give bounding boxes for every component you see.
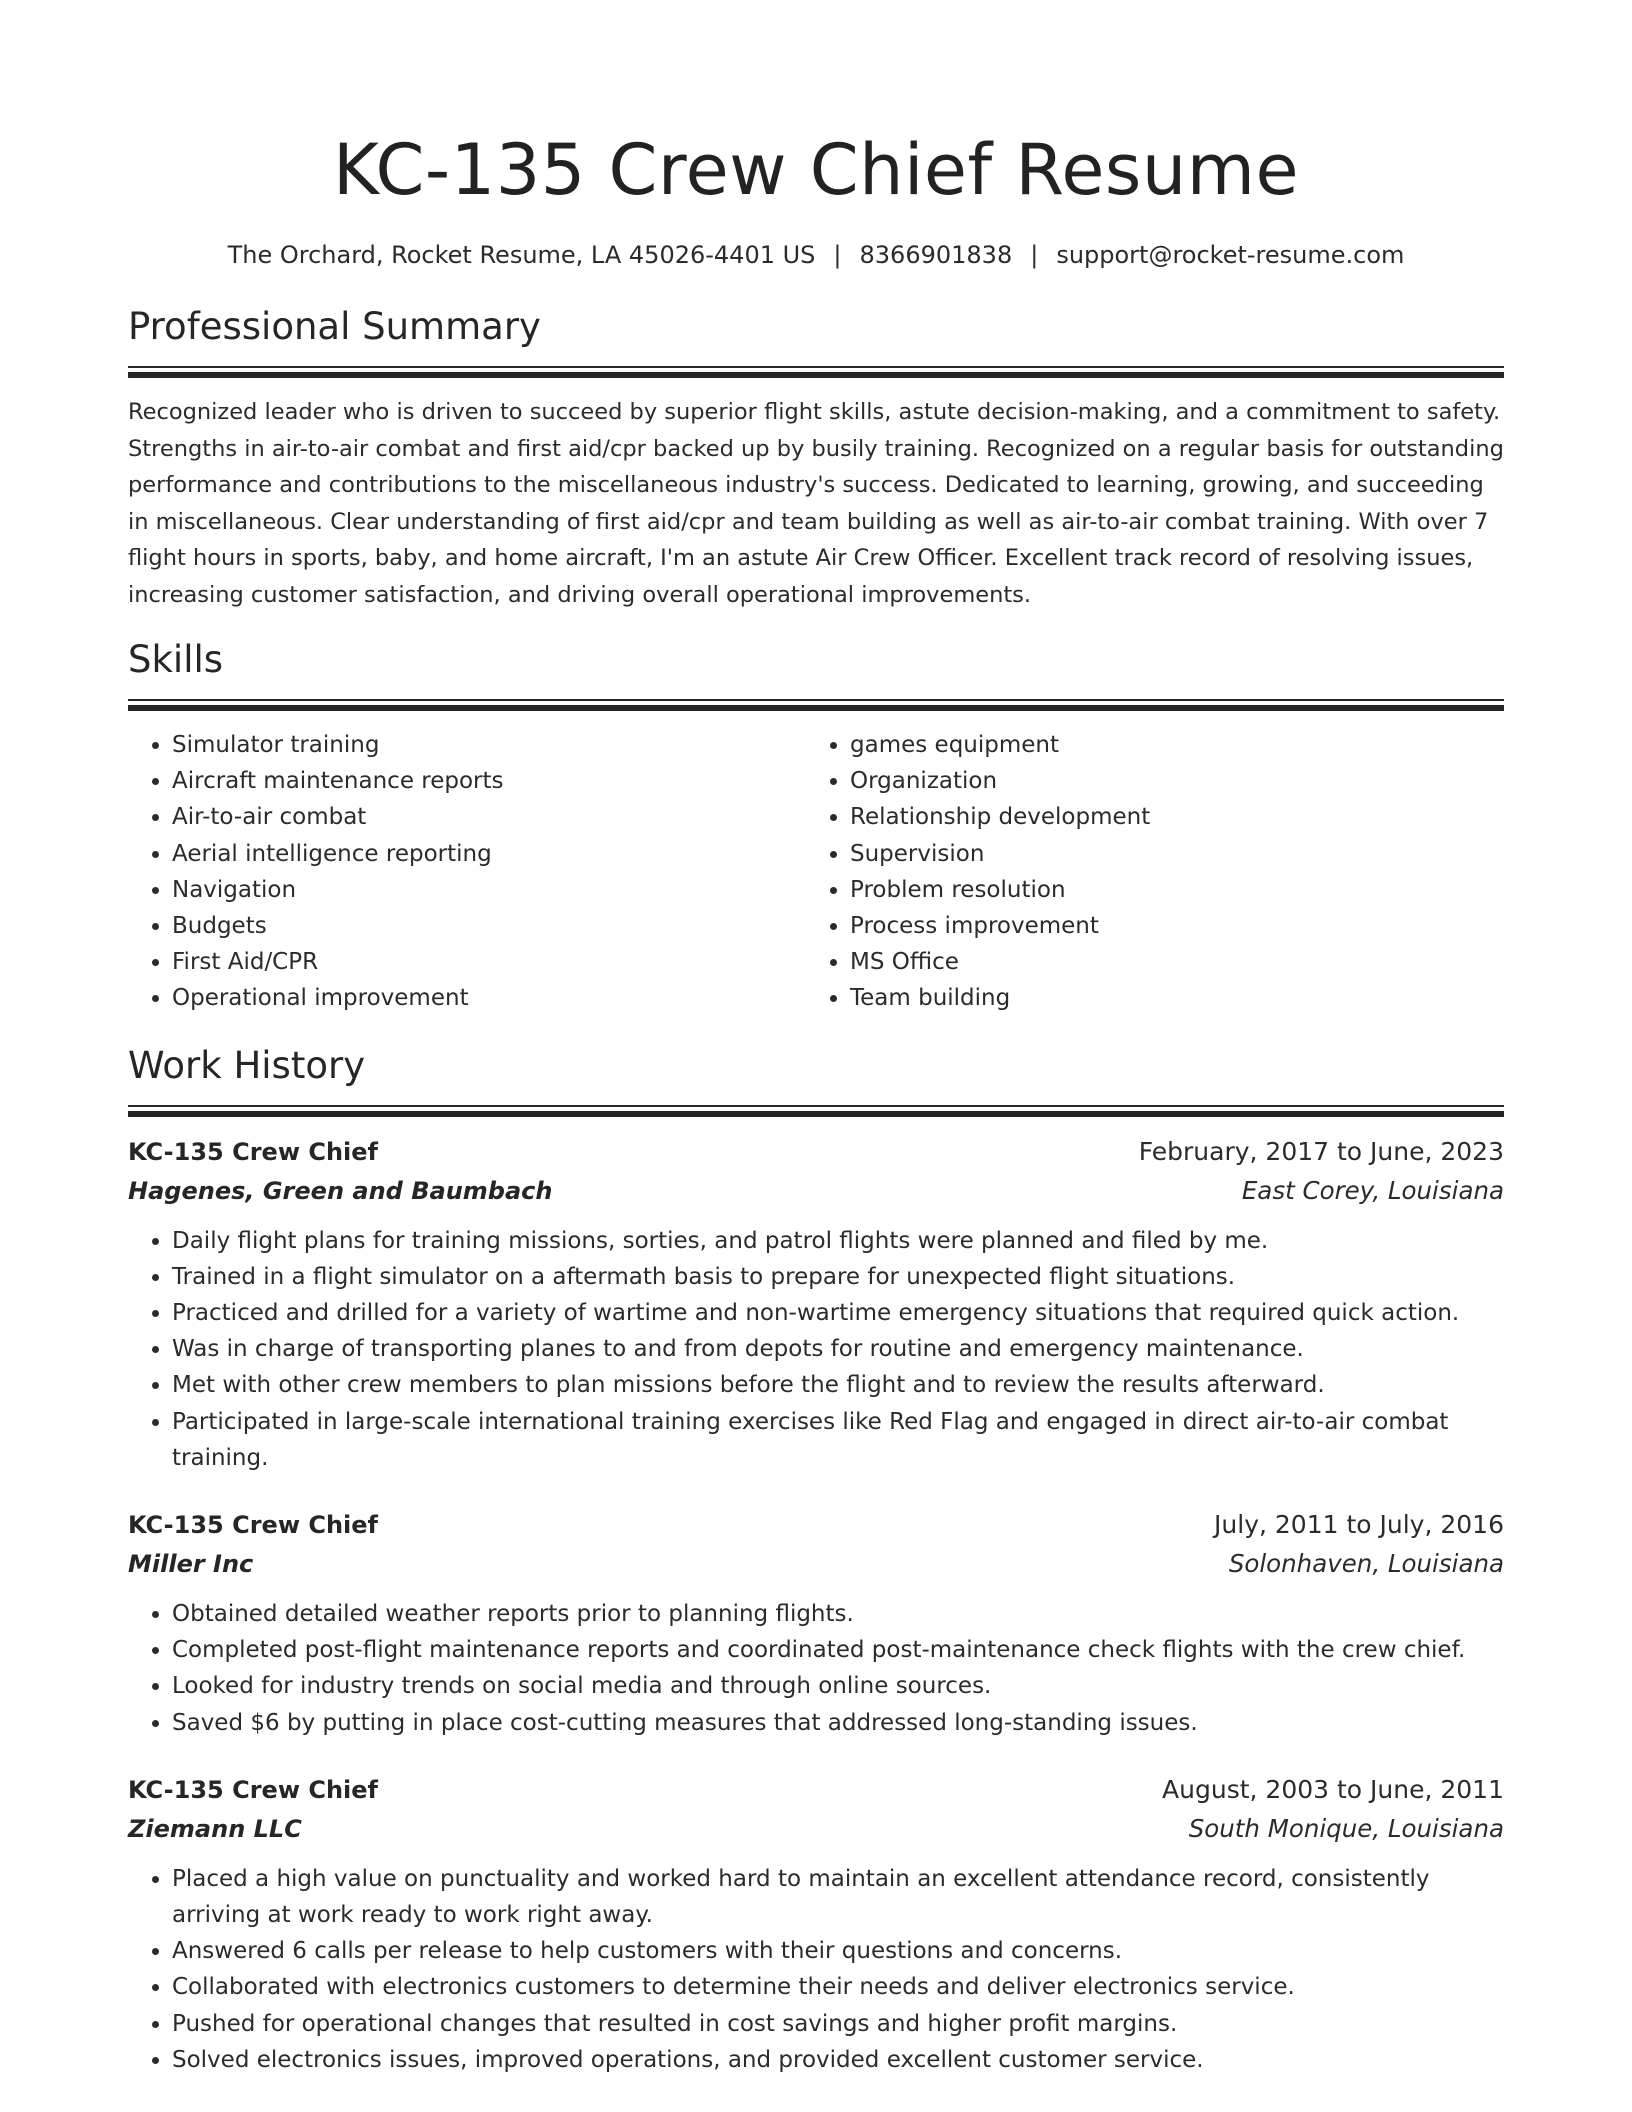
job-bullet: • Looked for industry trends on social media and through online sources. [172, 1668, 1504, 1704]
job-bullet: • Participated in large-scale international training exercises like Red Flag and engaged in direct air-to-air combat training. [172, 1404, 1504, 1476]
skill-item: • Problem resolution [850, 872, 1484, 908]
job-bullet: • Answered 6 calls per release to help customers with their questions and concerns. [172, 1933, 1504, 1969]
job-title: KC-135 Crew Chief [128, 1511, 378, 1540]
contact-separator: | [833, 241, 842, 269]
company-name: Hagenes, Green and Baumbach [128, 1176, 553, 1205]
job-location: East Corey, Louisiana [1241, 1175, 1504, 1205]
skills-columns [128, 727, 1504, 1017]
summary-heading: Professional Summary [128, 305, 541, 348]
skill-item: • Relationship development [850, 799, 1484, 835]
job-subheader [128, 1809, 1504, 1849]
skill-item: • Simulator training [172, 727, 806, 763]
job-title: KC-135 Crew Chief [128, 1137, 378, 1166]
job-location: Solonhaven, Louisiana [1228, 1549, 1504, 1579]
job-header [128, 1771, 1504, 1809]
skill-item: • Aircraft maintenance reports [172, 763, 806, 799]
skill-item: • Air-to-air combat [172, 799, 806, 835]
job-entry [128, 1771, 1504, 2078]
section-divider [128, 1105, 1504, 1117]
skill-item: • Operational improvement [172, 980, 806, 1016]
skills-heading: Skills [128, 638, 224, 681]
skills-list-left [128, 727, 806, 1017]
job-dates: July, 2011 to July, 2016 [1214, 1510, 1504, 1540]
skill-item: • Navigation [172, 872, 806, 908]
job-bullet: • Completed post-flight maintenance reports and coordinated post-maintenance check flights with the crew chief. [172, 1632, 1504, 1668]
skills-section [128, 635, 1504, 1017]
job-bullet: • Collaborated with electronics customers to determine their needs and deliver electronics service. [172, 1969, 1504, 2005]
job-bullet: • Solved electronics issues, improved operations, and provided excellent customer service. [172, 2042, 1504, 2078]
job-header [128, 1133, 1504, 1171]
job-bullets [128, 1861, 1504, 2078]
skill-item: • First Aid/CPR [172, 944, 806, 980]
contact-email: support@rocket-resume.com [1056, 241, 1405, 269]
job-bullet: • Obtained detailed weather reports prior to planning flights. [172, 1596, 1504, 1632]
company-name: Ziemann LLC [128, 1814, 302, 1843]
job-dates: August, 2003 to June, 2011 [1162, 1774, 1504, 1804]
job-bullet: • Met with other crew members to plan missions before the flight and to review the results afterward. [172, 1367, 1504, 1403]
skill-item: • Supervision [850, 836, 1484, 872]
job-bullet: • Trained in a flight simulator on a aftermath basis to prepare for unexpected flight situations. [172, 1259, 1504, 1295]
skills-list-right [806, 727, 1484, 1017]
job-bullet: • Saved $6 by putting in place cost-cutting measures that addressed long-standing issues. [172, 1705, 1504, 1741]
company-name: Miller Inc [128, 1550, 254, 1579]
job-entry [128, 1506, 1504, 1741]
job-title: KC-135 Crew Chief [128, 1775, 378, 1804]
job-dates: February, 2017 to June, 2023 [1138, 1136, 1504, 1166]
work-history-heading: Work History [128, 1043, 366, 1087]
job-bullets [128, 1223, 1504, 1476]
skill-item: • Team building [850, 980, 1484, 1016]
job-subheader [128, 1544, 1504, 1584]
section-divider [128, 699, 1504, 711]
work-history-section [128, 1041, 1504, 2078]
skill-item: • Aerial intelligence reporting [172, 836, 806, 872]
section-divider [128, 366, 1504, 378]
page-title: KC-135 Crew Chief Resume [332, 129, 1300, 211]
contact-line [128, 238, 1504, 272]
contact-separator: | [1030, 241, 1039, 269]
job-bullet: • Was in charge of transporting planes to and from depots for routine and emergency maintenance. [172, 1331, 1504, 1367]
job-bullets [128, 1596, 1504, 1741]
job-entry [128, 1133, 1504, 1476]
job-bullet: • Placed a high value on punctuality and worked hard to maintain an excellent attendance record, consistently arriving at work ready to work right away. [172, 1861, 1504, 1933]
job-subheader [128, 1171, 1504, 1211]
job-bullet: • Pushed for operational changes that resulted in cost savings and higher profit margins. [172, 2006, 1504, 2042]
job-header [128, 1506, 1504, 1544]
skill-item: • Budgets [172, 908, 806, 944]
summary-text: Recognized leader who is driven to succeed by superior flight skills, astute decision-making, and a commitment to safety. Strengths in air-to-air combat and first aid/cpr backed up by busily training. Recognized on a regular basis for outstanding performance and contributions to the miscellaneous industry's success. Dedicated to learning, growing, and succeeding in miscellaneous. Clear understanding of first aid/cpr and team building as well as air-to-air combat training. With over 7 flight hours in sports, baby, and home aircraft, I'm an astute Air Crew Officer. Excellent track record of resolving issues, increasing customer satisfaction, and driving overall operational improvements. [128, 399, 1504, 608]
skill-item: • MS Office [850, 944, 1484, 980]
summary-section [128, 302, 1504, 613]
skill-item: • games equipment [850, 727, 1484, 763]
skill-item: • Process improvement [850, 908, 1484, 944]
skill-item: • Organization [850, 763, 1484, 799]
job-bullet: • Practiced and drilled for a variety of wartime and non-wartime emergency situations that required quick action. [172, 1295, 1504, 1331]
job-location: South Monique, Louisiana [1188, 1813, 1504, 1843]
job-bullet: • Daily flight plans for training missions, sorties, and patrol flights were planned and filed by me. [172, 1223, 1504, 1259]
contact-phone: 8366901838 [859, 241, 1013, 269]
contact-address: The Orchard, Rocket Resume, LA 45026-4401 US [227, 241, 816, 269]
resume-page [128, 0, 1504, 2078]
